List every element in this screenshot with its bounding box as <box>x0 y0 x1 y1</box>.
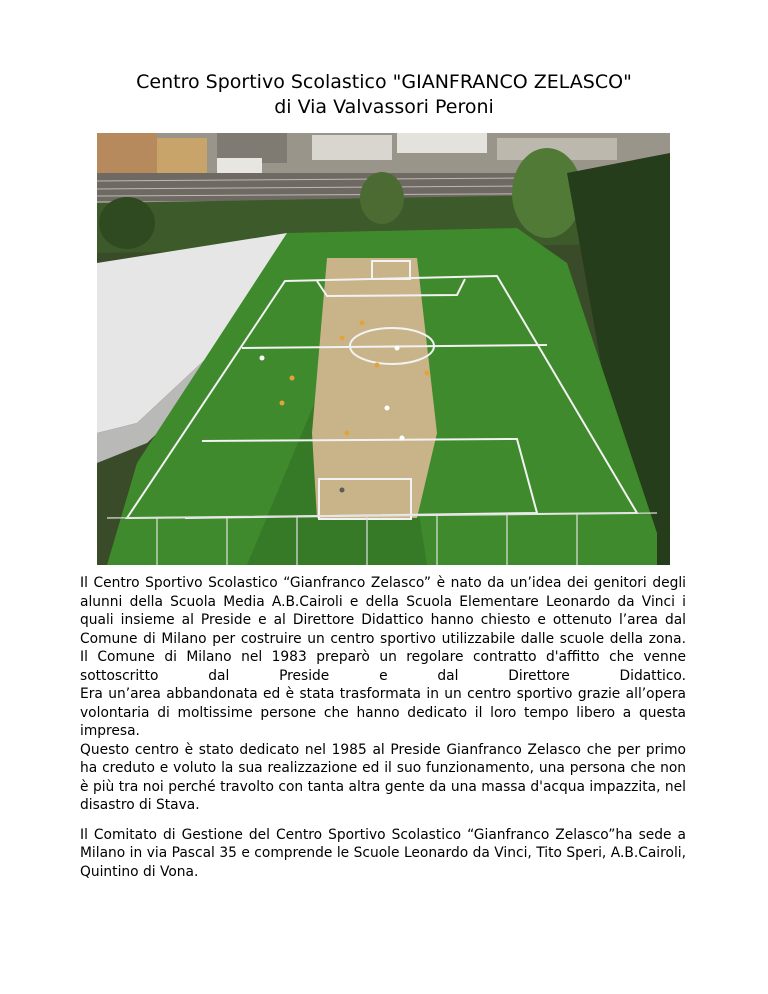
page-title <box>0 70 768 120</box>
paragraph-2: Il Comune di Milano nel 1983 preparò un regolare contratto d'affitto che venne sottoscritto dal Preside e dal Direttore Didattico. <box>80 649 686 684</box>
paragraph-3: Era un’area abbandonata ed è stata trasformata in un centro sportivo grazie all’opera volontaria di moltissime persone che hanno dedicato il loro tempo libero a questa impresa. <box>80 686 686 739</box>
football-field-photo <box>97 133 670 565</box>
paragraph-1: Il Centro Sportivo Scolastico “Gianfranco Zelasco” è nato da un’idea dei genitori degli alunni della Scuola Media A.B.Cairoli e della Scuola Elementare Leonardo da Vinci i quali insieme al Preside e al Direttore Didattico hanno chiesto e ottenuto l’area dal Comune di Milano per costruire un centro sportivo utilizzabile dalle scuole della zona. <box>80 575 686 647</box>
field-illustration <box>97 133 670 565</box>
paragraph-4: Questo centro è stato dedicato nel 1985 al Preside Gianfranco Zelasco che per primo ha creduto e voluto la sua realizzazione ed il suo funzionamento, una persona che non è più tra noi perché travolto con tanta altra gente da una massa d'acqua impazzita, nel disastro di Stava. <box>80 741 686 813</box>
article-body <box>80 574 686 881</box>
closing-paragraph: Il Comitato di Gestione del Centro Sportivo Scolastico “Gianfranco Zelasco”ha sede a Milano in via Pascal 35 e comprende le Scuole Leonardo da Vinci, Tito Speri, A.B.Cairoli, Quintino di Vona. <box>80 826 686 880</box>
title-line-1: Centro Sportivo Scolastico "GIANFRANCO ZELASCO" <box>136 71 632 93</box>
title-line-2: di Via Valvassori Peroni <box>274 96 494 118</box>
